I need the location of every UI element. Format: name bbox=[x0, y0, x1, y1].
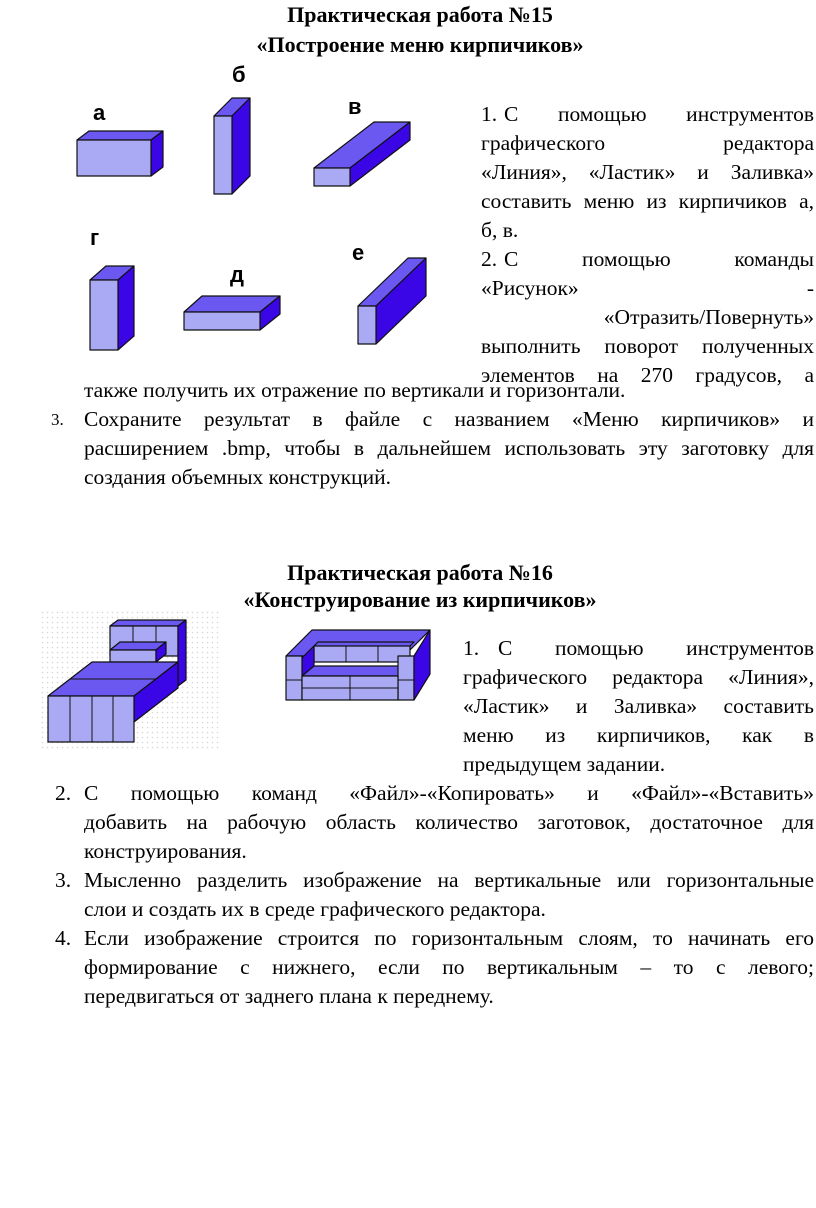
w16-step1-line2: графического редактора «Линия», bbox=[463, 665, 814, 689]
brick-b-image bbox=[212, 96, 252, 196]
w15-step1-line5: б, в. bbox=[481, 218, 519, 242]
w16-step4-number: 4. bbox=[55, 926, 72, 950]
w16-step2-line3: конструирования. bbox=[84, 839, 247, 863]
brick-label-e: е bbox=[352, 240, 365, 265]
w16-step2-line1: С помощью команд «Файл»-«Копировать» и «Файл»-«Вставить» bbox=[84, 781, 814, 805]
work15-subtitle: «Построение меню кирпичиков» bbox=[256, 32, 584, 57]
brick-g-image bbox=[88, 264, 138, 354]
brick-v-image bbox=[312, 120, 412, 190]
w15-step2-line3: «Отразить/Повернуть» bbox=[603, 305, 814, 329]
brick-label-a: а bbox=[93, 100, 106, 125]
brick-label-d: д bbox=[230, 262, 244, 287]
w15-step2-line1: С помощью команды bbox=[504, 247, 814, 271]
w16-step1-line4: меню из кирпичиков, как в bbox=[463, 723, 814, 747]
brick-a-image bbox=[75, 130, 165, 178]
w15-step1-line3: «Линия», «Ластик» и Заливка» bbox=[481, 160, 814, 184]
work16-subtitle: «Конструирование из кирпичиков» bbox=[243, 587, 597, 612]
brick-e-image bbox=[356, 256, 436, 346]
w16-step3-number: 3. bbox=[55, 868, 72, 892]
w15-step2-line5: элементов на 270 градусов, а bbox=[481, 363, 814, 387]
w16-step4-line1: Если изображение строится по горизонтальным слоям, то начинать его bbox=[84, 926, 814, 950]
work15-title: Практическая работа №15 bbox=[287, 2, 553, 27]
w16-step1-number: 1. bbox=[463, 636, 480, 660]
w15-step2-number: 2. bbox=[481, 247, 498, 271]
w16-step2-line2: добавить на рабочую область количество заготовок, достаточное для bbox=[84, 810, 814, 834]
w15-step3-number: 3. bbox=[51, 410, 64, 429]
w16-step1-line1: С помощью инструментов bbox=[498, 636, 814, 660]
sofa-construction-image bbox=[284, 628, 434, 708]
work16-title: Практическая работа №16 bbox=[287, 560, 553, 585]
brick-d-image bbox=[182, 294, 282, 334]
w15-step3-line2: расширением .bmp, чтобы в дальнейшем использовать эту заготовку для bbox=[84, 436, 814, 460]
brick-label-v: в bbox=[348, 94, 362, 119]
w16-step4-line3: передвигаться от заднего плана к переднему. bbox=[84, 984, 494, 1008]
w15-step3-line1: Сохраните результат в файле с названием «Меню кирпичиков» и bbox=[84, 407, 814, 431]
w16-step3-line1: Мысленно разделить изображение на вертикальные или горизонтальные bbox=[84, 868, 814, 892]
w16-step3-line2: слои и создать их в среде графического редактора. bbox=[84, 897, 546, 921]
w15-step2-line2: «Рисунок» - bbox=[481, 276, 814, 300]
w15-step1-line1: С помощью инструментов bbox=[504, 102, 814, 126]
w16-step2-number: 2. bbox=[55, 781, 72, 805]
w15-step1-line4: составить меню из кирпичиков а, bbox=[481, 189, 814, 213]
brick-label-g: г bbox=[90, 225, 100, 250]
w16-step4-line2: формирование с нижнего, если по вертикальным – то с левого; bbox=[84, 955, 814, 979]
w16-step1-line3: «Ластик» и Заливка» составить bbox=[463, 694, 814, 718]
w15-step2-line4: выполнить поворот полученных bbox=[481, 334, 814, 358]
w15-step3-line3: создания объемных конструкций. bbox=[84, 465, 392, 489]
bed-construction-image bbox=[40, 610, 220, 750]
brick-label-b: б bbox=[232, 62, 246, 87]
w15-step2-tail: также получить их отражение по вертикали и горизонтали. bbox=[84, 378, 626, 402]
w16-step1-line5: предыдущем задании. bbox=[463, 752, 666, 776]
w15-step1-number: 1. bbox=[481, 102, 498, 126]
w15-step1-line2: графического редактора bbox=[481, 131, 814, 155]
